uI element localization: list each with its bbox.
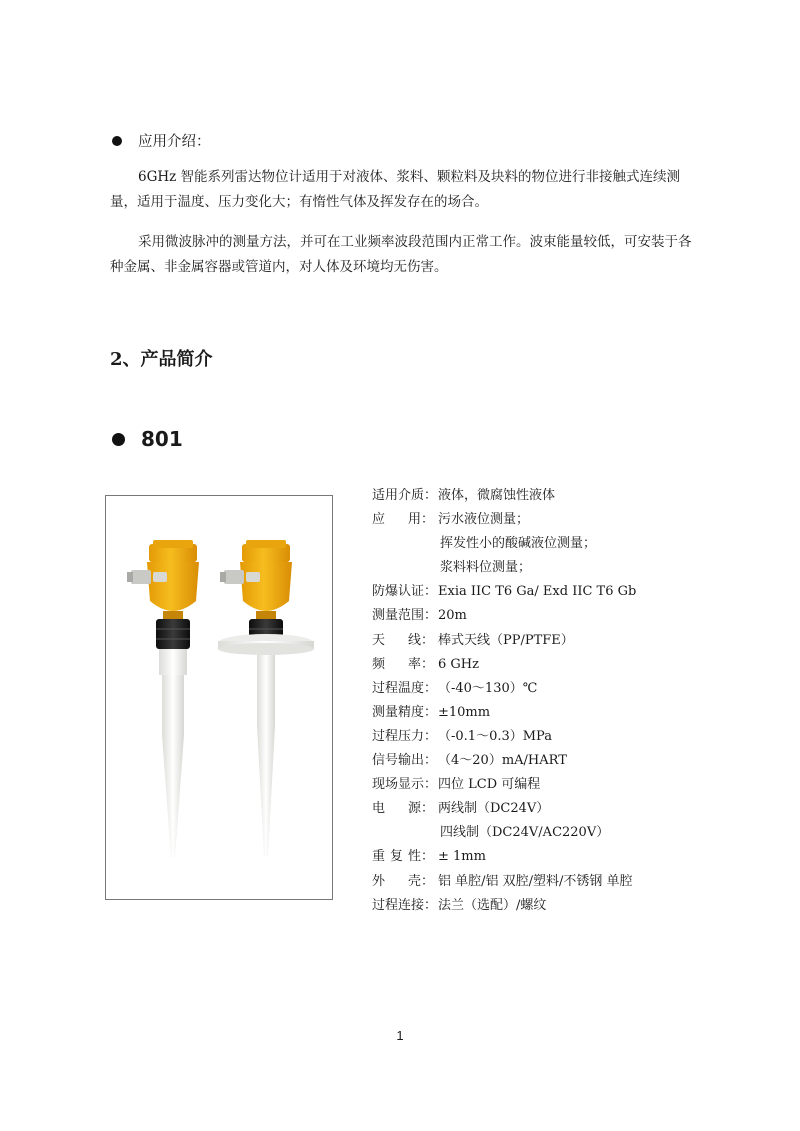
spec-frequency — [372, 653, 636, 677]
spec-list — [372, 484, 636, 918]
spec-label — [372, 508, 438, 532]
spec-value: 四位 LCD 可编程 — [438, 777, 541, 793]
spec-antenna — [372, 629, 636, 653]
spec-label — [372, 797, 438, 821]
spec-label-part: 外 — [372, 873, 386, 889]
intro-paragraph-2: 采用微波脉冲的测量方法，并可在工业频率波段范围内正常工作。波束能量较低，可安装于各种金属、非金属容器或管道内，对人体及环境均无伤害。 — [110, 234, 692, 275]
spec-display — [372, 773, 636, 797]
spec-housing — [372, 870, 636, 894]
spec-output — [372, 749, 636, 773]
spec-value: 浆料料位测量； — [440, 560, 532, 576]
spec-label-part: 频 — [372, 656, 386, 672]
spec-label — [372, 653, 438, 677]
spec-label: 防爆认证： — [372, 584, 438, 600]
spec-label-part: 重 — [372, 849, 386, 865]
bullet-icon — [112, 136, 122, 146]
radar-level-meter-illustration — [106, 496, 332, 899]
section-title: 2、产品简介 — [110, 349, 213, 370]
spec-power-cont — [372, 821, 636, 845]
spec-accuracy — [372, 701, 636, 725]
spec-application-cont — [372, 532, 636, 556]
spec-label-part: 性： — [407, 849, 434, 865]
spec-value: ±10mm — [438, 704, 491, 720]
spec-connection — [372, 894, 636, 918]
spec-value: 挥发性小的酸碱液位测量； — [440, 536, 597, 552]
spec-label — [372, 870, 438, 894]
spec-value: 棒式天线（PP/PTFE） — [438, 632, 574, 648]
spec-temperature — [372, 677, 636, 701]
intro-paragraph-1: 6GHz 智能系列雷达物位计适用于对液体、浆料、颗粒料及块料的物位进行非接触式连续测量，适用于温度、压力变化大；有惰性气体及挥发存在的场合。 — [110, 169, 681, 210]
spec-label: 过程温度： — [372, 680, 438, 696]
intro-heading-text: 应用介绍： — [138, 134, 211, 150]
spec-label-part: 用： — [407, 512, 434, 528]
spec-value: Exia IIC T6 Ga/ Exd IIC T6 Gb — [438, 584, 637, 600]
bullet-icon — [112, 433, 125, 446]
instrument-left — [127, 540, 199, 858]
spec-value: （4～20）mA/HART — [438, 753, 567, 769]
page-number: 1 — [396, 1028, 404, 1043]
spec-medium — [372, 484, 636, 508]
spec-label-part: 源： — [407, 801, 434, 817]
spec-value: 两线制（DC24V） — [438, 801, 550, 817]
spec-value: 铝 单腔/铝 双腔/塑料/不锈钢 单腔 — [438, 873, 633, 889]
spec-value: 四线制（DC24V/AC220V） — [440, 825, 610, 841]
model-heading — [112, 427, 183, 451]
spec-label: 现场显示： — [372, 777, 438, 793]
spec-label-part: 壳： — [407, 873, 434, 889]
instrument-right — [218, 540, 314, 856]
spec-label: 适用介质： — [372, 488, 438, 503]
spec-explosion — [372, 580, 636, 604]
spec-label — [372, 845, 438, 869]
spec-value: 20m — [438, 608, 467, 624]
spec-repeatability — [372, 845, 636, 869]
spec-label-part: 复 — [389, 849, 403, 865]
spec-label-part: 应 — [372, 512, 386, 528]
model-number: 801 — [141, 427, 183, 451]
spec-label: 过程压力： — [372, 728, 438, 744]
spec-value: 6 GHz — [438, 656, 479, 672]
spec-label: 过程连接： — [372, 897, 438, 913]
spec-label: 信号输出： — [372, 753, 438, 769]
spec-label-part: 天 — [372, 632, 386, 648]
spec-power — [372, 797, 636, 821]
spec-label-part: 线： — [407, 632, 434, 648]
spec-value: 法兰（选配）/螺纹 — [438, 897, 547, 913]
spec-label-part: 电 — [372, 801, 386, 817]
spec-value: （-40～130）℃ — [438, 680, 538, 696]
spec-label: 测量精度： — [372, 704, 438, 720]
spec-application-cont — [372, 556, 636, 580]
product-photo — [105, 495, 333, 900]
spec-label: 测量范围： — [372, 608, 438, 624]
intro-heading — [112, 130, 211, 151]
spec-value: （-0.1～0.3）MPa — [438, 728, 552, 744]
spec-range — [372, 604, 636, 628]
spec-pressure — [372, 725, 636, 749]
spec-value: ± 1mm — [438, 849, 486, 865]
spec-value: 液体，微腐蚀性液体 — [438, 488, 556, 503]
spec-label — [372, 629, 438, 653]
spec-value: 污水液位测量； — [438, 512, 530, 528]
spec-label-part: 率： — [407, 656, 434, 672]
spec-application — [372, 508, 636, 532]
